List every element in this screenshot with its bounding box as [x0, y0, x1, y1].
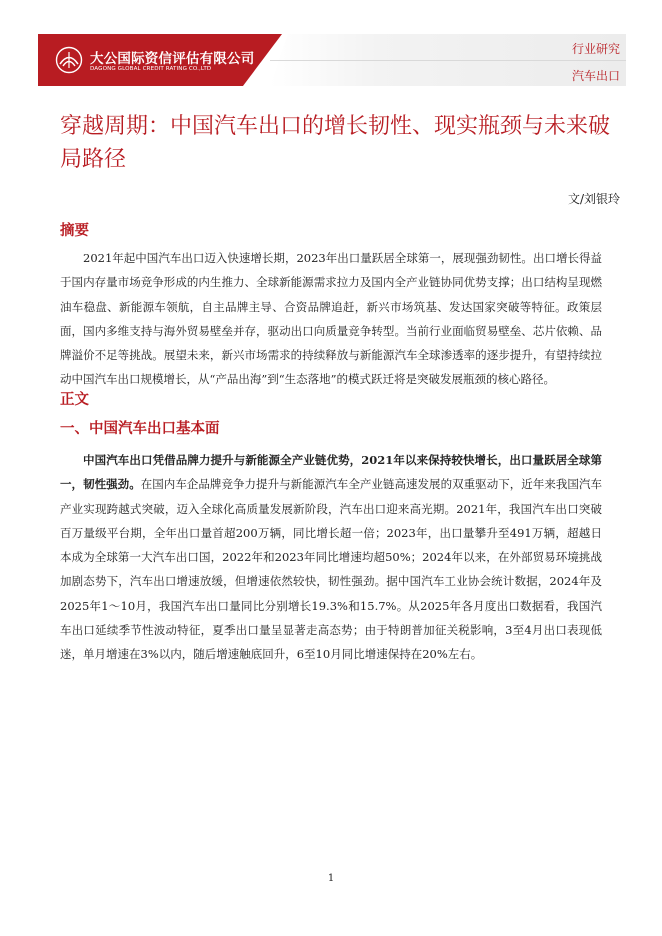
- category-tag-industry-research: 行业研究: [571, 42, 620, 56]
- report-title: 穿越周期：中国汽车出口的增长韧性、现实瓶颈与未来破局路径: [60, 114, 611, 172]
- section-1-paragraph: [60, 448, 602, 667]
- author-byline: 文/刘银玲: [567, 192, 620, 206]
- header-divider: [270, 60, 626, 61]
- page-number: 1: [327, 873, 335, 884]
- logo-chinese-name: 大公国际资信评估有限公司: [90, 51, 255, 67]
- category-tag-auto-export: 汽车出口: [571, 69, 620, 83]
- abstract-paragraph: 2021年起中国汽车出口迈入快速增长期，2023年出口量跃居全球第一，展现强劲韧性。出口增长得益于国内存量市场竞争形成的内生推力、全球新能源需求拉力及国内全产业链协同优势支撑；出口结构呈现燃油车稳盘、新能源车领航，自主品牌主导、合资品牌追赶，新兴市场筑基、发达国家突破等特征。政策层面，国内多维支持与海外贸易壁垒并存，驱动出口向质量竞争转型。当前行业面临贸易壁垒、芯片依赖、品牌溢价不足等挑战。展望未来，新兴市场需求的持续释放与新能源汽车全球渗透率的逐步提升，有望持续拉动中国汽车出口规模增长，从“产品出海”到“生态落地”的模式跃迁将是突破发展瓶颈的核心路径。: [60, 251, 602, 387]
- dagong-logo-icon: [54, 46, 84, 74]
- body-heading: 正文: [60, 392, 89, 408]
- logo-english-name: DAGONG GLOBAL CREDIT RATING CO.,LTD: [90, 66, 212, 72]
- section-1-lead-sentence: 中国汽车出口凭借品牌力提升与新能源全产业链优势，2021年以来保持较快增长，出口量跃居全球第一，韧性强劲。: [60, 453, 602, 492]
- section-1-heading: 一、中国汽车出口基本面: [60, 421, 220, 437]
- abstract-heading: 摘要: [60, 223, 89, 239]
- section-1-text: 在国内车企品牌竞争力提升与新能源汽车全产业链高速发展的双重驱动下，近年来我国汽车产业实现跨越式突破，迈入全球化高质量发展新阶段，汽车出口迎来高光期。2021年，我国汽车出口突破百万量级平台期，全年出口量首超200万辆，同比增长超一倍；2023年，出口量攀升至491万辆，超越日本成为全球第一大汽车出口国，2022年和2023年同比增速均超50%；2024年以来，在外部贸易环境挑战加剧态势下，汽车出口增速放缓，但增速依然较快，韧性强劲。据中国汽车工业协会统计数据，2024年及2025年1～10月，我国汽车出口量同比分别增长19.3%和15.7%。从2025年各月度出口数据看，我国汽车出口延续季节性波动特征，夏季出口量呈显著走高态势；由于特朗普加征关税影响，3至4月出口表现低迷，单月增速在3%以内，随后增速触底回升，6至10月同比增速保持在20%左右。: [60, 477, 603, 662]
